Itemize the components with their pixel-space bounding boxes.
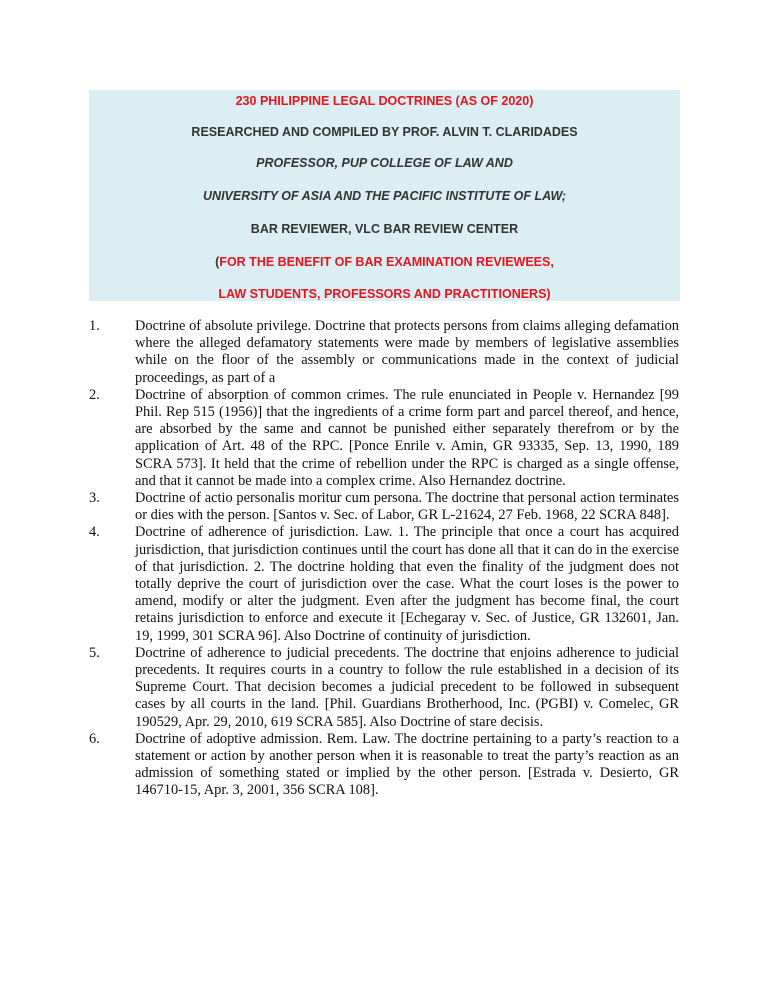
item-text: Doctrine of adherence to judicial precedents. The doctrine that enjoins adherence to judicial precedents. It requires courts in a country to follow the rule established in a decision of its Supreme Court. That decision becomes a judicial precedent to be followed in subsequent cases by all courts in the land. [Phil. Guardians Brotherhood, Inc. (PGBI) v. Comelec, GR 190529, Apr. 29, 2010, 619 SCRA 585]. Also Doctrine of stare decisis. bbox=[135, 644, 679, 730]
benefit-text-1: FOR THE BENEFIT OF BAR EXAMINATION REVIEWEES, bbox=[219, 255, 554, 269]
position-line-2: UNIVERSITY OF ASIA AND THE PACIFIC INSTITUTE OF LAW; bbox=[203, 189, 566, 203]
list-item bbox=[89, 318, 679, 387]
position-line-1: PROFESSOR, PUP COLLEGE OF LAW AND bbox=[256, 156, 513, 170]
document-title: 230 PHILIPPINE LEGAL DOCTRINES (AS OF 2020) bbox=[235, 94, 534, 108]
benefit-line-2: LAW STUDENTS, PROFESSORS AND PRACTITIONERS) bbox=[218, 287, 551, 301]
item-number: 2. bbox=[89, 386, 100, 403]
item-number: 1. bbox=[89, 318, 100, 334]
item-text: Doctrine of actio personalis moritur cum persona. The doctrine that personal action terminates or dies with the person. [Santos v. Sec. of Labor, GR L-21624, 27 Feb. 1968, 22 SCRA 848]. bbox=[135, 490, 679, 524]
item-text: Doctrine of absorption of common crimes. The rule enunciated in People v. Hernandez [99 Phil. Rep 515 (1956)] that the ingredients of a crime form part and parcel thereof, and hence, are absorbed by the same and cannot be punished either separately therefrom or by the application of Art. 48 of the RPC. [Ponce Enrile v. Amin, GR 93335, Sep. 13, 1990, 189 SCRA 573]. It held that the crime of rebellion under the RPC is charged as a single offense, and that it cannot be made into a complex crime. Also Hernandez doctrine. bbox=[135, 386, 679, 489]
item-text: Doctrine of absolute privilege. Doctrine that protects persons from claims alleging defamation where the alleged defamatory statements were made by members of legislative assemblies while on the floor of the assembly or communications made in the context of judicial proceedings, as part of a bbox=[135, 318, 679, 386]
item-number: 4. bbox=[89, 524, 100, 541]
item-text: Doctrine of adherence of jurisdiction. Law. 1. The principle that once a court has acquired jurisdiction, that jurisdiction continues until the court has done all that it can do in the exercise of that jurisdiction. 2. The doctrine holding that even the finality of the judgment does not totally deprive the court of jurisdiction over the case. What the court loses is the power to amend, modify or alter the judgment. Even after the judgment has become final, the court retains jurisdiction to enforce and execute it [Echegaray v. Sec. of Justice, GR 132601, Jan. 19, 1999, 301 SCRA 96]. Also Doctrine of continuity of jurisdiction. bbox=[135, 524, 679, 644]
doctrine-list bbox=[89, 318, 679, 800]
list-item bbox=[89, 524, 679, 644]
position-line-3: BAR REVIEWER, VLC BAR REVIEW CENTER bbox=[250, 222, 519, 236]
compiler-line: RESEARCHED AND COMPILED BY PROF. ALVIN T. CLARIDADES bbox=[191, 125, 578, 139]
list-item bbox=[89, 645, 679, 731]
benefit-open-paren: ( bbox=[215, 255, 220, 269]
item-text: Doctrine of adoptive admission. Rem. Law. The doctrine pertaining to a party’s reaction to a statement or action by another person when it is reasonable to treat the party’s reaction as an admission of something stated or implied by the other person. [Estrada v. Desierto, GR 146710-15, Apr. 3, 2001, 356 SCRA 108]. bbox=[135, 730, 679, 799]
list-item bbox=[89, 731, 679, 800]
benefit-line-1 bbox=[89, 254, 680, 270]
item-number: 3. bbox=[89, 490, 100, 507]
list-item bbox=[89, 387, 679, 490]
item-number: 6. bbox=[89, 730, 100, 747]
title-block bbox=[89, 90, 680, 301]
item-number: 5. bbox=[89, 644, 100, 661]
list-item bbox=[89, 490, 679, 524]
